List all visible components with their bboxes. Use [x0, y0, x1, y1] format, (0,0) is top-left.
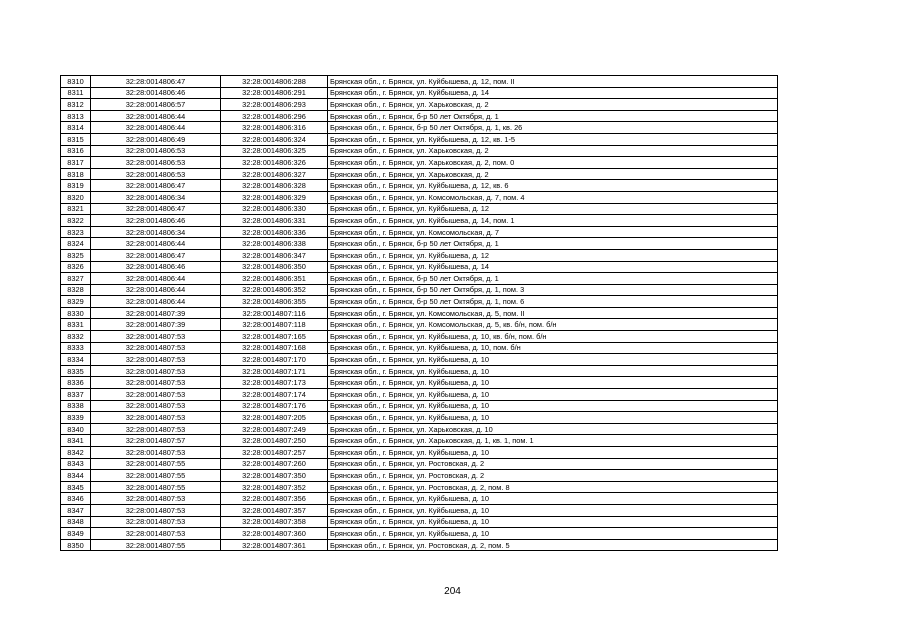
row-number: 8336 — [61, 377, 91, 389]
row-number: 8334 — [61, 354, 91, 366]
cadastral-number: 32:28:0014807:176 — [221, 400, 328, 412]
row-number: 8344 — [61, 470, 91, 482]
table-row — [61, 180, 778, 192]
table-row — [61, 365, 778, 377]
table-row — [61, 447, 778, 459]
row-number: 8314 — [61, 122, 91, 134]
table-row — [61, 435, 778, 447]
address: Брянская обл., г. Брянск, ул. Комсомольская, д. 5, пом. II — [328, 307, 778, 319]
row-number: 8320 — [61, 191, 91, 203]
cadastral-block: 32:28:0014806:53 — [91, 145, 221, 157]
address: Брянская обл., г. Брянск, ул. Куйбышева, д. 12 — [328, 203, 778, 215]
cadastral-block: 32:28:0014806:44 — [91, 238, 221, 250]
table-row — [61, 423, 778, 435]
table-row — [61, 191, 778, 203]
table-row — [61, 470, 778, 482]
cadastral-number: 32:28:0014807:171 — [221, 365, 328, 377]
table-row — [61, 133, 778, 145]
address: Брянская обл., г. Брянск, б-р 50 лет Октября, д. 1 — [328, 110, 778, 122]
address: Брянская обл., г. Брянск, ул. Куйбышева, д. 10 — [328, 377, 778, 389]
cadastral-number: 32:28:0014807:250 — [221, 435, 328, 447]
cadastral-number: 32:28:0014806:328 — [221, 180, 328, 192]
table-row — [61, 145, 778, 157]
table-row — [61, 122, 778, 134]
cadastral-number: 32:28:0014807:249 — [221, 423, 328, 435]
address: Брянская обл., г. Брянск, б-р 50 лет Октября, д. 1 — [328, 273, 778, 285]
address: Брянская обл., г. Брянск, ул. Куйбышева, д. 10 — [328, 412, 778, 424]
cadastral-number: 32:28:0014806:336 — [221, 226, 328, 238]
cadastral-block: 32:28:0014806:47 — [91, 249, 221, 261]
table-row — [61, 481, 778, 493]
cadastral-block: 32:28:0014806:53 — [91, 157, 221, 169]
table-row — [61, 87, 778, 99]
cadastral-number: 32:28:0014807:174 — [221, 389, 328, 401]
cadastral-number: 32:28:0014807:352 — [221, 481, 328, 493]
cadastral-block: 32:28:0014806:46 — [91, 261, 221, 273]
cadastral-number: 32:28:0014806:330 — [221, 203, 328, 215]
cadastral-number: 32:28:0014806:296 — [221, 110, 328, 122]
cadastral-number: 32:28:0014807:350 — [221, 470, 328, 482]
row-number: 8346 — [61, 493, 91, 505]
cadastral-block: 32:28:0014806:44 — [91, 110, 221, 122]
table-row — [61, 528, 778, 540]
cadastral-block: 32:28:0014807:39 — [91, 307, 221, 319]
address: Брянская обл., г. Брянск, ул. Куйбышева, д. 12, пом. II — [328, 76, 778, 88]
cadastral-number: 32:28:0014806:326 — [221, 157, 328, 169]
address: Брянская обл., г. Брянск, ул. Ростовская, д. 2, пом. 8 — [328, 481, 778, 493]
cadastral-block: 32:28:0014807:53 — [91, 412, 221, 424]
table-row — [61, 284, 778, 296]
cadastral-block: 32:28:0014807:53 — [91, 504, 221, 516]
table-row — [61, 331, 778, 343]
cadastral-block: 32:28:0014807:55 — [91, 458, 221, 470]
row-number: 8343 — [61, 458, 91, 470]
page-number: 204 — [444, 586, 461, 597]
table-row — [61, 400, 778, 412]
row-number: 8318 — [61, 168, 91, 180]
cadastral-block: 32:28:0014806:47 — [91, 180, 221, 192]
table-row — [61, 412, 778, 424]
row-number: 8348 — [61, 516, 91, 528]
cadastral-number: 32:28:0014806:331 — [221, 215, 328, 227]
cadastral-block: 32:28:0014807:55 — [91, 481, 221, 493]
row-number: 8323 — [61, 226, 91, 238]
cadastral-table-body — [61, 76, 778, 551]
address: Брянская обл., г. Брянск, ул. Ростовская, д. 2 — [328, 470, 778, 482]
cadastral-number: 32:28:0014807:260 — [221, 458, 328, 470]
cadastral-block: 32:28:0014807:53 — [91, 423, 221, 435]
table-row — [61, 307, 778, 319]
row-number: 8342 — [61, 447, 91, 459]
row-number: 8337 — [61, 389, 91, 401]
table-row — [61, 203, 778, 215]
cadastral-number: 32:28:0014807:118 — [221, 319, 328, 331]
address: Брянская обл., г. Брянск, ул. Ростовская, д. 2, пом. 5 — [328, 539, 778, 551]
cadastral-number: 32:28:0014807:361 — [221, 539, 328, 551]
cadastral-block: 32:28:0014807:53 — [91, 528, 221, 540]
address: Брянская обл., г. Брянск, ул. Комсомольская, д. 7, пом. 4 — [328, 191, 778, 203]
cadastral-block: 32:28:0014807:53 — [91, 389, 221, 401]
cadastral-block: 32:28:0014806:44 — [91, 296, 221, 308]
cadastral-block: 32:28:0014807:53 — [91, 400, 221, 412]
table-row — [61, 354, 778, 366]
row-number: 8330 — [61, 307, 91, 319]
cadastral-number: 32:28:0014807:168 — [221, 342, 328, 354]
cadastral-number: 32:28:0014807:165 — [221, 331, 328, 343]
cadastral-number: 32:28:0014806:327 — [221, 168, 328, 180]
table-row — [61, 516, 778, 528]
row-number: 8313 — [61, 110, 91, 122]
row-number: 8335 — [61, 365, 91, 377]
cadastral-block: 32:28:0014807:53 — [91, 365, 221, 377]
cadastral-block: 32:28:0014806:49 — [91, 133, 221, 145]
table-row — [61, 493, 778, 505]
table-row — [61, 458, 778, 470]
table-row — [61, 504, 778, 516]
table-row — [61, 99, 778, 111]
address: Брянская обл., г. Брянск, ул. Комсомольская, д. 7 — [328, 226, 778, 238]
row-number: 8317 — [61, 157, 91, 169]
cadastral-block: 32:28:0014807:53 — [91, 342, 221, 354]
address: Брянская обл., г. Брянск, ул. Харьковская, д. 2 — [328, 168, 778, 180]
row-number: 8340 — [61, 423, 91, 435]
cadastral-block: 32:28:0014807:39 — [91, 319, 221, 331]
address: Брянская обл., г. Брянск, ул. Куйбышева, д. 10 — [328, 365, 778, 377]
table-row — [61, 377, 778, 389]
cadastral-block: 32:28:0014807:53 — [91, 493, 221, 505]
address: Брянская обл., г. Брянск, ул. Харьковская, д. 2 — [328, 145, 778, 157]
row-number: 8316 — [61, 145, 91, 157]
cadastral-number: 32:28:0014807:173 — [221, 377, 328, 389]
cadastral-number: 32:28:0014806:293 — [221, 99, 328, 111]
table-row — [61, 249, 778, 261]
cadastral-block: 32:28:0014807:57 — [91, 435, 221, 447]
row-number: 8322 — [61, 215, 91, 227]
cadastral-block: 32:28:0014806:57 — [91, 99, 221, 111]
cadastral-block: 32:28:0014806:46 — [91, 87, 221, 99]
cadastral-table — [60, 75, 778, 551]
row-number: 8321 — [61, 203, 91, 215]
address: Брянская обл., г. Брянск, ул. Куйбышева, д. 10 — [328, 447, 778, 459]
address: Брянская обл., г. Брянск, ул. Куйбышева, д. 10 — [328, 354, 778, 366]
table-row — [61, 273, 778, 285]
row-number: 8312 — [61, 99, 91, 111]
address: Брянская обл., г. Брянск, ул. Харьковская, д. 2, пом. 0 — [328, 157, 778, 169]
cadastral-number: 32:28:0014807:357 — [221, 504, 328, 516]
table-row — [61, 157, 778, 169]
cadastral-number: 32:28:0014806:288 — [221, 76, 328, 88]
table-row — [61, 539, 778, 551]
table-row — [61, 261, 778, 273]
cadastral-number: 32:28:0014806:347 — [221, 249, 328, 261]
address: Брянская обл., г. Брянск, ул. Куйбышева, д. 10 — [328, 400, 778, 412]
row-number: 8324 — [61, 238, 91, 250]
row-number: 8349 — [61, 528, 91, 540]
address: Брянская обл., г. Брянск, ул. Харьковская, д. 2 — [328, 99, 778, 111]
cadastral-block: 32:28:0014806:34 — [91, 191, 221, 203]
address: Брянская обл., г. Брянск, ул. Куйбышева, д. 12, кв. 6 — [328, 180, 778, 192]
cadastral-block: 32:28:0014806:47 — [91, 76, 221, 88]
address: Брянская обл., г. Брянск, ул. Куйбышева, д. 10 — [328, 504, 778, 516]
cadastral-number: 32:28:0014806:291 — [221, 87, 328, 99]
address: Брянская обл., г. Брянск, ул. Куйбышева, д. 10 — [328, 516, 778, 528]
cadastral-number: 32:28:0014807:116 — [221, 307, 328, 319]
cadastral-block: 32:28:0014806:46 — [91, 215, 221, 227]
table-row — [61, 319, 778, 331]
address: Брянская обл., г. Брянск, б-р 50 лет Октября, д. 1, пом. 3 — [328, 284, 778, 296]
row-number: 8347 — [61, 504, 91, 516]
address: Брянская обл., г. Брянск, ул. Куйбышева, д. 10 — [328, 493, 778, 505]
row-number: 8315 — [61, 133, 91, 145]
cadastral-block: 32:28:0014806:34 — [91, 226, 221, 238]
table-row — [61, 389, 778, 401]
cadastral-block: 32:28:0014807:53 — [91, 354, 221, 366]
cadastral-block: 32:28:0014806:53 — [91, 168, 221, 180]
row-number: 8311 — [61, 87, 91, 99]
cadastral-number: 32:28:0014806:338 — [221, 238, 328, 250]
address: Брянская обл., г. Брянск, ул. Комсомольская, д. 5, кв. б/н, пом. б/н — [328, 319, 778, 331]
cadastral-number: 32:28:0014806:352 — [221, 284, 328, 296]
table-row — [61, 168, 778, 180]
cadastral-number: 32:28:0014806:350 — [221, 261, 328, 273]
table-row — [61, 238, 778, 250]
row-number: 8341 — [61, 435, 91, 447]
address: Брянская обл., г. Брянск, ул. Куйбышева, д. 10 — [328, 528, 778, 540]
row-number: 8328 — [61, 284, 91, 296]
row-number: 8325 — [61, 249, 91, 261]
row-number: 8338 — [61, 400, 91, 412]
cadastral-number: 32:28:0014806:355 — [221, 296, 328, 308]
address: Брянская обл., г. Брянск, ул. Куйбышева, д. 10, кв. б/н, пом. б/н — [328, 331, 778, 343]
cadastral-number: 32:28:0014806:316 — [221, 122, 328, 134]
row-number: 8326 — [61, 261, 91, 273]
cadastral-block: 32:28:0014806:47 — [91, 203, 221, 215]
address: Брянская обл., г. Брянск, б-р 50 лет Октября, д. 1 — [328, 238, 778, 250]
address: Брянская обл., г. Брянск, ул. Куйбышева, д. 14 — [328, 87, 778, 99]
cadastral-number: 32:28:0014807:356 — [221, 493, 328, 505]
cadastral-number: 32:28:0014807:358 — [221, 516, 328, 528]
address: Брянская обл., г. Брянск, ул. Ростовская, д. 2 — [328, 458, 778, 470]
cadastral-block: 32:28:0014807:53 — [91, 377, 221, 389]
row-number: 8350 — [61, 539, 91, 551]
cadastral-number: 32:28:0014807:257 — [221, 447, 328, 459]
table-row — [61, 342, 778, 354]
cadastral-number: 32:28:0014806:329 — [221, 191, 328, 203]
cadastral-block: 32:28:0014807:53 — [91, 516, 221, 528]
row-number: 8345 — [61, 481, 91, 493]
row-number: 8331 — [61, 319, 91, 331]
address: Брянская обл., г. Брянск, ул. Куйбышева, д. 10 — [328, 389, 778, 401]
address: Брянская обл., г. Брянск, ул. Куйбышева, д. 10, пом. б/н — [328, 342, 778, 354]
table-row — [61, 226, 778, 238]
row-number: 8327 — [61, 273, 91, 285]
cadastral-block: 32:28:0014807:53 — [91, 447, 221, 459]
cadastral-block: 32:28:0014806:44 — [91, 273, 221, 285]
table-row — [61, 110, 778, 122]
cadastral-block: 32:28:0014806:44 — [91, 122, 221, 134]
cadastral-number: 32:28:0014807:170 — [221, 354, 328, 366]
row-number: 8333 — [61, 342, 91, 354]
address: Брянская обл., г. Брянск, ул. Харьковская, д. 10 — [328, 423, 778, 435]
table-row — [61, 215, 778, 227]
cadastral-number: 32:28:0014807:360 — [221, 528, 328, 540]
cadastral-number: 32:28:0014807:205 — [221, 412, 328, 424]
cadastral-block: 32:28:0014807:53 — [91, 331, 221, 343]
address: Брянская обл., г. Брянск, ул. Куйбышева, д. 14 — [328, 261, 778, 273]
cadastral-block: 32:28:0014806:44 — [91, 284, 221, 296]
row-number: 8339 — [61, 412, 91, 424]
cadastral-block: 32:28:0014807:55 — [91, 539, 221, 551]
cadastral-number: 32:28:0014806:324 — [221, 133, 328, 145]
table-row — [61, 296, 778, 308]
cadastral-number: 32:28:0014806:351 — [221, 273, 328, 285]
row-number: 8332 — [61, 331, 91, 343]
address: Брянская обл., г. Брянск, ул. Куйбышева, д. 14, пом. 1 — [328, 215, 778, 227]
address: Брянская обл., г. Брянск, б-р 50 лет Октября, д. 1, кв. 26 — [328, 122, 778, 134]
cadastral-number: 32:28:0014806:325 — [221, 145, 328, 157]
table-row — [61, 76, 778, 88]
row-number: 8329 — [61, 296, 91, 308]
row-number: 8310 — [61, 76, 91, 88]
row-number: 8319 — [61, 180, 91, 192]
address: Брянская обл., г. Брянск, ул. Куйбышева, д. 12, кв. 1-5 — [328, 133, 778, 145]
cadastral-block: 32:28:0014807:55 — [91, 470, 221, 482]
address: Брянская обл., г. Брянск, ул. Куйбышева, д. 12 — [328, 249, 778, 261]
address: Брянская обл., г. Брянск, ул. Харьковская, д. 1, кв. 1, пом. 1 — [328, 435, 778, 447]
address: Брянская обл., г. Брянск, б-р 50 лет Октября, д. 1, пом. 6 — [328, 296, 778, 308]
